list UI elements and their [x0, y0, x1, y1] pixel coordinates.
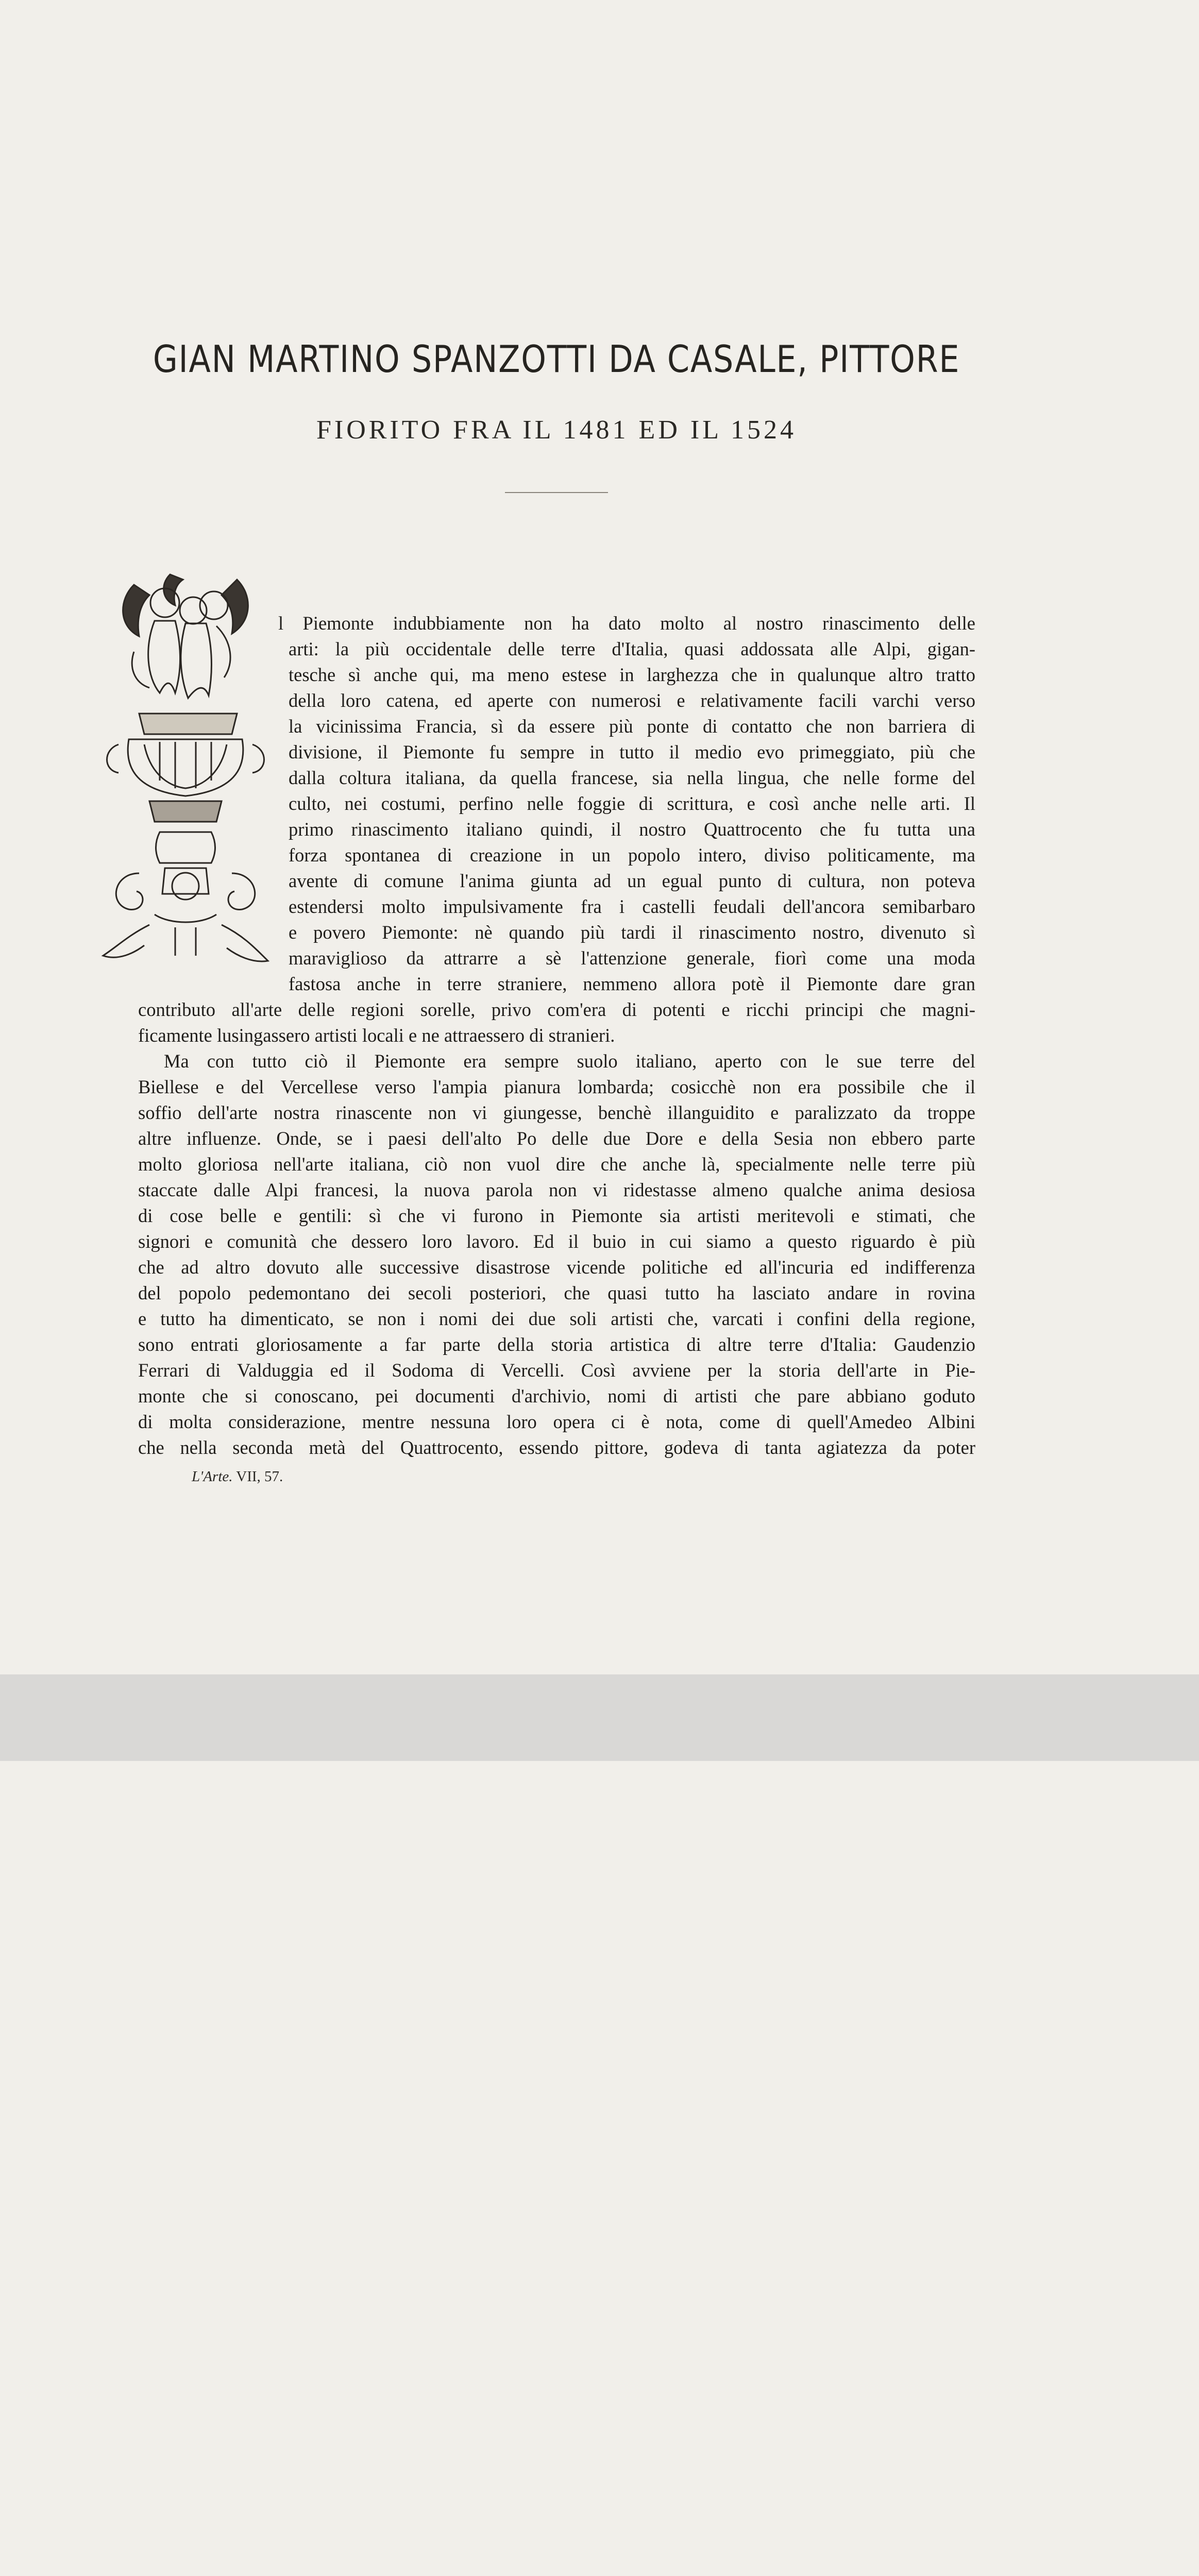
text-line: dalla coltura italiana, da quella francese, sia nella lingua, che nelle forme del: [289, 767, 975, 788]
text-line: staccate dalle Alpi francesi, la nuova parola non vi ridestasse almeno qualche anima desiosa: [138, 1179, 975, 1200]
text-line: avente di comune l'anima giunta ad un egual punto di cultura, non poteva: [289, 870, 975, 891]
volume-page: VII, 57.: [236, 1468, 283, 1485]
text-line: soffio dell'arte nostra rinascente non vi giungesse, benchè illanguidito e paralizzato da troppe: [138, 1102, 975, 1123]
text-line: sono entrati gloriosamente a far parte della storia artistica di altre terre d'Italia: Gaudenzio: [138, 1334, 975, 1355]
text-line: divisione, il Piemonte fu sempre in tutto il medio evo primeggiato, più che: [289, 741, 975, 762]
text-line: arti: la più occidentale delle terre d'Italia, quasi addossata alle Alpi, gigan-: [289, 638, 975, 659]
page-source-note: [192, 1468, 283, 1485]
text-line: ficamente lusingassero artisti locali e ne attraessero di stranieri.: [138, 1025, 615, 1046]
text-line: e tutto ha dimenticato, se non i nomi dei due soli artisti che, varcati i confini della regione,: [138, 1308, 975, 1329]
text-line: maraviglioso da attrarre a sè l'attenzione generale, fiorì come una moda: [289, 947, 975, 969]
text-line: fastosa anche in terre straniere, nemmeno allora potè il Piemonte dare gran: [289, 973, 975, 994]
text-line: tesche sì anche qui, ma meno estese in larghezza che in qualunque altro tratto: [289, 664, 975, 685]
article-subtitle: FIORITO FRA IL 1481 ED IL 1524: [316, 415, 797, 445]
text-line: l Piemonte indubbiamente non ha dato molto al nostro rinascimento delle: [278, 613, 975, 634]
text-line: signori e comunità che dessero loro lavoro. Ed il buio in cui siamo a questo riguardo è più: [138, 1231, 975, 1252]
text-line: altre influenze. Onde, se i paesi dell'alto Po delle due Dore e della Sesia non ebbero parte: [138, 1128, 975, 1149]
text-line: forza spontanea di creazione in un popolo intero, diviso politicamente, ma: [289, 844, 975, 866]
text-line: monte che si conoscano, pei documenti d'archivio, nomi di artisti che pare abbiano goduto: [138, 1385, 975, 1406]
text-line: che nella seconda metà del Quattrocento, essendo pittore, godeva di tanta agiatezza da poter: [138, 1437, 975, 1458]
text-line: primo rinascimento italiano quindi, il nostro Quattrocento che fu tutta una: [289, 819, 975, 840]
text-line: e povero Piemonte: nè quando più tardi il rinascimento nostro, divenuto sì: [289, 922, 975, 943]
text-line: Biellese e del Vercellese verso l'ampia pianura lombarda; cosicchè non era possibile che il: [138, 1076, 975, 1097]
decorated-initial-putti-illustration: [98, 564, 273, 976]
text-line: di molta considerazione, mentre nessuna loro opera ci è nota, come di quell'Amedeo Albini: [138, 1411, 975, 1432]
text-line: della loro catena, ed aperte con numerosi e relativamente facili varchi verso: [289, 690, 975, 711]
text-line: del popolo pedemontano dei secoli posteriori, che quasi tutto ha lasciato andare in rovina: [138, 1282, 975, 1303]
text-line: molto gloriosa nell'arte italiana, ciò non vuol dire che anche là, specialmente nelle terre più: [138, 1154, 975, 1175]
article-title: GIAN MARTINO SPANZOTTI DA CASALE, PITTORE: [153, 337, 960, 381]
text-line: la vicinissima Francia, sì da essere più ponte di contatto che non barriera di: [289, 716, 975, 737]
title-divider: [505, 492, 608, 493]
text-line: di cose belle e gentili: sì che vi furono in Piemonte sia artisti meritevoli e stimati, che: [138, 1205, 975, 1226]
text-line: che ad altro dovuto alle successive disastrose vicende politiche ed all'incuria ed indifferenza: [138, 1257, 975, 1278]
text-line: contributo all'arte delle regioni sorelle, privo com'era di potenti e ricchi principi che magni-: [138, 999, 975, 1020]
text-line: culto, nei costumi, perfino nelle foggie di scrittura, e così anche nelle arti. Il: [289, 793, 975, 814]
journal-name: L'Arte.: [192, 1468, 233, 1485]
digitization-banner: [0, 1674, 1199, 1761]
text-line: Ferrari di Valduggia ed il Sodoma di Vercelli. Così avviene per la storia dell'arte in Pie-: [138, 1360, 975, 1381]
text-line: estendersi molto impulsivamente fra i castelli feudali dell'ancora semibarbaro: [289, 896, 975, 917]
text-line: Ma con tutto ciò il Piemonte era sempre suolo italiano, aperto con le sue terre del: [164, 1050, 975, 1072]
